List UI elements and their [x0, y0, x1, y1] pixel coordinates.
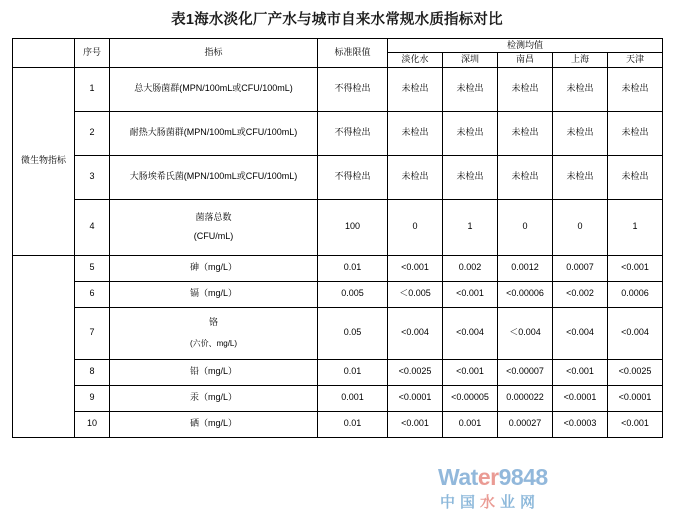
row-value-shenzhen: 未检出 [443, 67, 498, 111]
table-row [13, 359, 663, 385]
row-value-tianjin: 未检出 [608, 155, 663, 199]
row-value-desalinated: <0.001 [388, 411, 443, 437]
table-body [13, 67, 663, 437]
row-standard: 不得检出 [318, 111, 388, 155]
row-value-shanghai: 未检出 [553, 111, 608, 155]
row-value-nanchang: 0.00027 [498, 411, 553, 437]
watermark-sub-prefix: 中国 [440, 494, 481, 511]
row-index: 6 [75, 281, 110, 307]
row-value-shanghai: 未检出 [553, 155, 608, 199]
row-indicator: 总大肠菌群(MPN/100mL或CFU/100mL) [110, 67, 318, 111]
row-value-tianjin: <0.0025 [608, 359, 663, 385]
row-index: 9 [75, 385, 110, 411]
row-value-desalinated: <0.004 [388, 307, 443, 359]
row-value-shenzhen: <0.001 [443, 281, 498, 307]
watermark-sub-suffix: 业网 [500, 494, 541, 511]
row-value-tianjin: <0.0001 [608, 385, 663, 411]
row-indicator: 耐热大肠菌群(MPN/100mL或CFU/100mL) [110, 111, 318, 155]
row-value-tianjin: 未检出 [608, 111, 663, 155]
watermark-sub-accent: 水 [480, 494, 501, 511]
header-col-shenzhen: 深圳 [443, 53, 498, 67]
row-value-desalinated: 未检出 [388, 67, 443, 111]
row-value-nanchang: 未检出 [498, 155, 553, 199]
row-index: 3 [75, 155, 110, 199]
row-index: 10 [75, 411, 110, 437]
row-indicator-line2: (六价、mg/L) [189, 338, 238, 348]
row-indicator-line1: 菌落总数 [195, 211, 232, 222]
row-value-shenzhen: 0.002 [443, 255, 498, 281]
header-col-nanchang: 南昌 [498, 53, 553, 67]
table-row [13, 255, 663, 281]
row-indicator: 铅（mg/L） [110, 359, 318, 385]
watermark-main-suffix: 9848 [498, 464, 548, 490]
row-indicator: 砷（mg/L） [110, 255, 318, 281]
row-value-shanghai: <0.0003 [553, 411, 608, 437]
row-index: 1 [75, 67, 110, 111]
row-standard: 不得检出 [318, 155, 388, 199]
row-standard: 100 [318, 199, 388, 255]
row-indicator [110, 307, 318, 359]
header-measured-group: 检测均值 [388, 39, 663, 53]
table-row [13, 199, 663, 255]
category-blank [13, 255, 75, 437]
header-category [13, 39, 75, 68]
row-standard: 0.01 [318, 255, 388, 281]
header-standard-limit: 标准限值 [318, 39, 388, 68]
row-value-nanchang: <0.00006 [498, 281, 553, 307]
row-value-desalinated: 未检出 [388, 111, 443, 155]
watermark [438, 464, 668, 516]
row-value-nanchang: 0 [498, 199, 553, 255]
table-row [13, 385, 663, 411]
row-value-desalinated: 0 [388, 199, 443, 255]
row-indicator [110, 199, 318, 255]
row-value-shenzhen: <0.001 [443, 359, 498, 385]
row-index: 4 [75, 199, 110, 255]
row-standard: 0.01 [318, 411, 388, 437]
row-index: 2 [75, 111, 110, 155]
table-row [13, 411, 663, 437]
row-value-shenzhen: 1 [443, 199, 498, 255]
row-value-nanchang: 0.0012 [498, 255, 553, 281]
row-value-tianjin: <0.004 [608, 307, 663, 359]
watermark-main-text [438, 464, 548, 491]
row-value-desalinated: ＜0.005 [388, 281, 443, 307]
row-value-shenzhen: <0.00005 [443, 385, 498, 411]
row-standard: 不得检出 [318, 67, 388, 111]
row-value-nanchang: 未检出 [498, 67, 553, 111]
row-value-shenzhen: <0.004 [443, 307, 498, 359]
table-row [13, 281, 663, 307]
row-value-shanghai: 0.0007 [553, 255, 608, 281]
row-indicator: 汞（mg/L） [110, 385, 318, 411]
header-col-tianjin: 天津 [608, 53, 663, 67]
row-value-desalinated: 未检出 [388, 155, 443, 199]
row-standard: 0.001 [318, 385, 388, 411]
row-value-desalinated: <0.0001 [388, 385, 443, 411]
row-value-tianjin: 1 [608, 199, 663, 255]
row-value-desalinated: <0.0025 [388, 359, 443, 385]
header-indicator: 指标 [110, 39, 318, 68]
row-value-nanchang: ＜0.004 [498, 307, 553, 359]
watermark-sub-text [440, 491, 540, 512]
row-indicator-line1: 铬 [208, 317, 218, 328]
row-index: 5 [75, 255, 110, 281]
watermark-main-prefix: Wat [438, 464, 478, 490]
row-value-nanchang: 0.000022 [498, 385, 553, 411]
table-row [13, 67, 663, 111]
row-value-shanghai: <0.004 [553, 307, 608, 359]
row-value-desalinated: <0.001 [388, 255, 443, 281]
row-value-shanghai: <0.002 [553, 281, 608, 307]
table-row [13, 111, 663, 155]
row-standard: 0.05 [318, 307, 388, 359]
row-value-shanghai: <0.001 [553, 359, 608, 385]
row-value-nanchang: 未检出 [498, 111, 553, 155]
row-indicator: 硒（mg/L） [110, 411, 318, 437]
row-index: 8 [75, 359, 110, 385]
row-indicator-line2: (CFU/mL) [193, 231, 234, 241]
row-standard: 0.01 [318, 359, 388, 385]
table-row [13, 307, 663, 359]
header-col-desalinated: 淡化水 [388, 53, 443, 67]
row-value-tianjin: <0.001 [608, 255, 663, 281]
table-header [13, 39, 663, 68]
water-quality-table [12, 38, 663, 438]
row-value-shenzhen: 未检出 [443, 111, 498, 155]
row-value-shanghai: 0 [553, 199, 608, 255]
row-value-shanghai: <0.0001 [553, 385, 608, 411]
row-value-nanchang: <0.00007 [498, 359, 553, 385]
row-indicator: 镉（mg/L） [110, 281, 318, 307]
row-value-tianjin: 未检出 [608, 67, 663, 111]
page-title: 表1海水淡化厂产水与城市自来水常规水质指标对比 [171, 12, 503, 28]
row-standard: 0.005 [318, 281, 388, 307]
row-value-tianjin: 0.0006 [608, 281, 663, 307]
row-index: 7 [75, 307, 110, 359]
header-col-shanghai: 上海 [553, 53, 608, 67]
row-value-tianjin: <0.001 [608, 411, 663, 437]
category-microbio: 微生物指标 [13, 67, 75, 255]
watermark-main-accent: er [477, 464, 499, 490]
row-value-shenzhen: 未检出 [443, 155, 498, 199]
row-value-shanghai: 未检出 [553, 67, 608, 111]
row-value-shenzhen: 0.001 [443, 411, 498, 437]
row-indicator: 大肠埃希氏菌(MPN/100mL或CFU/100mL) [110, 155, 318, 199]
table-row [13, 155, 663, 199]
header-row-1 [13, 39, 663, 53]
header-index: 序号 [75, 39, 110, 68]
